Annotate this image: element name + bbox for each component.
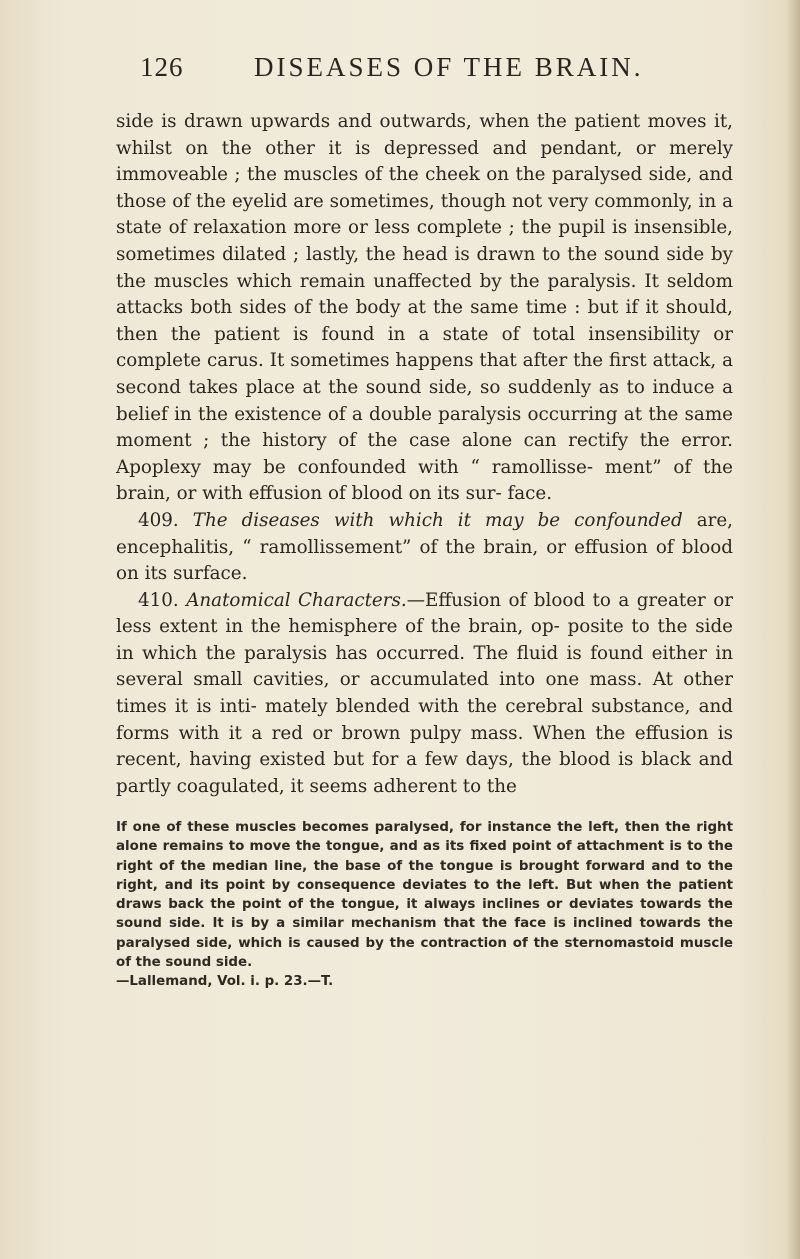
page-edge-shadow — [786, 0, 800, 1259]
main-text — [116, 109, 733, 800]
section-text-409: are, encephalitis, “ ramollissement” of the brain, or effusion of blood on its surface. — [116, 509, 733, 585]
footnote — [116, 818, 733, 992]
page-number: 126 — [140, 52, 184, 82]
section-number-410: 410. — [138, 589, 179, 611]
paragraph-410 — [116, 588, 733, 801]
section-number-409: 409. — [138, 509, 179, 531]
running-title: DISEASES OF THE BRAIN. — [254, 52, 644, 82]
paragraph-continued: side is drawn upwards and outwards, when the patient moves it, whilst on the other it is depressed and pendant, or merely immoveable ; the muscles of the cheek on the paralysed side, and those of the eyelid are sometimes, though not very commonly, in a state of relaxation more or less complete ; the pupil is insensible, sometimes dilated ; lastly, the head is drawn to the sound side by the muscles which remain unaffected by the paralysis. It seldom attacks both sides of the body at the same time : but if it should, then the patient is found in a state of total insensibility or complete carus. It sometimes happens that after the first attack, a second takes place at the sound side, so suddenly as to induce a belief in the existence of a double paralysis occurring at the same moment ; the history of the case alone can rectify the error. Apoplexy may be confounded with “ ramollisse- ment” of the brain, or with effusion of blood on its sur- face. — [116, 111, 733, 505]
paragraph-409 — [116, 508, 733, 588]
section-heading-409: The diseases with which it may be confounded — [192, 509, 683, 531]
section-text-410: —Effusion of blood to a greater or less extent in the hemisphere of the brain, op- posite to the side in which the paralysis has occurred. The fluid is found either in several small cavities, or accumulated into one mass. At other times it is inti- mately blended with the cerebral substance, and forms with it a red or brown pulpy mass. When the effusion is recent, having existed but for a few days, the blood is black and partly coagulated, it seems adherent to the — [116, 589, 733, 797]
footnote-signature: —Lallemand, Vol. i. p. 23.—T. — [116, 974, 334, 990]
section-heading-410: Anatomical Characters. — [186, 589, 407, 611]
running-head — [140, 52, 660, 88]
footnote-text: If one of these muscles becomes paralysed, for instance the left, then the right alone remains to move the tongue, and as its fixed point of attachment is to the right of the median line, the base of the tongue is brought forward and to the right, and its point by consequence deviates to the left. But when the patient draws back the point of the tongue, it always inclines or deviates towards the sound side. It is by a similar mechanism that the face is inclined towards the paralysed side, which is caused by the contraction of the sternomastoid muscle of the sound side. — [116, 820, 733, 971]
